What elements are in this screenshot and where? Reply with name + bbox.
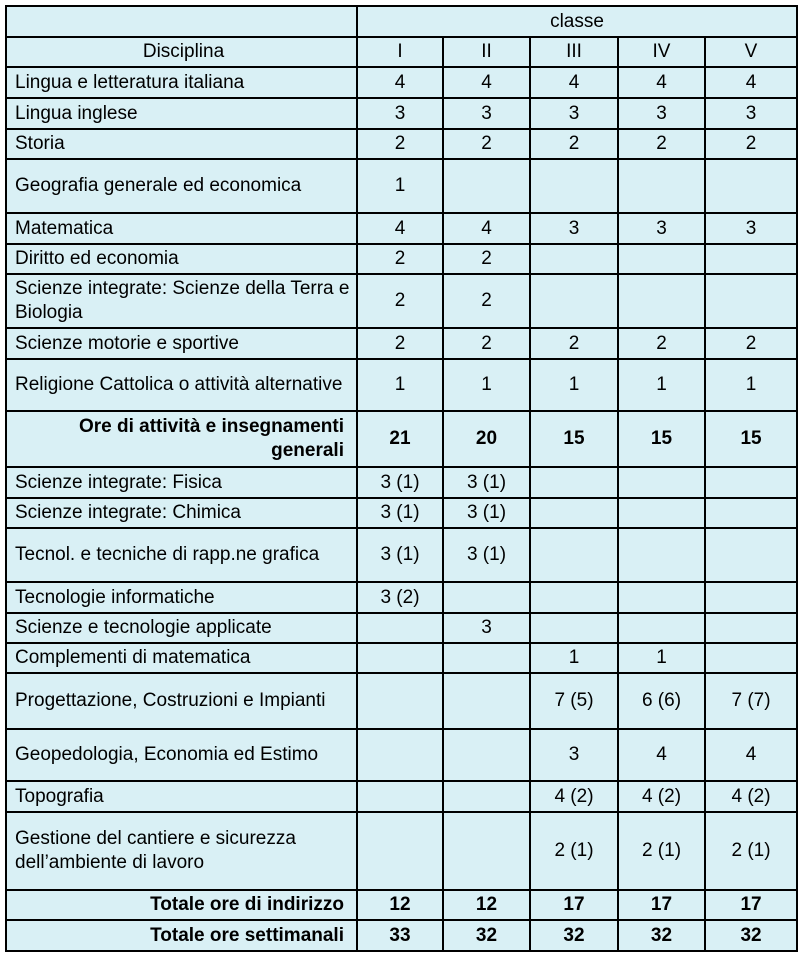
subject-name: Storia xyxy=(6,129,357,159)
hours-cell: 2 xyxy=(443,328,530,359)
hours-cell: 3 xyxy=(705,98,797,129)
class-header: III xyxy=(530,37,618,67)
hours-cell xyxy=(530,582,618,613)
hours-cell: 3 xyxy=(618,98,705,129)
hours-cell xyxy=(443,729,530,781)
hours-cell: 2 xyxy=(443,244,530,274)
group-header-row xyxy=(6,6,797,37)
total-hours-cell: 17 xyxy=(618,890,705,920)
empty-corner-cell xyxy=(6,6,357,37)
hours-cell: 2 xyxy=(705,328,797,359)
hours-cell xyxy=(357,729,443,781)
hours-cell: 3 xyxy=(443,98,530,129)
total-hours-cell: 15 xyxy=(618,411,705,467)
subject-name: Scienze e tecnologie applicate xyxy=(6,613,357,643)
total-hours-cell: 12 xyxy=(443,890,530,920)
table-row xyxy=(6,129,797,159)
hours-cell: 2 (1) xyxy=(618,812,705,890)
table-row xyxy=(6,359,797,411)
hours-cell: 4 (2) xyxy=(705,781,797,812)
hours-cell: 7 (7) xyxy=(705,673,797,729)
hours-cell: 4 xyxy=(705,67,797,98)
hours-cell: 3 (1) xyxy=(357,467,443,498)
hours-cell: 2 xyxy=(357,328,443,359)
hours-cell: 2 xyxy=(530,328,618,359)
total-hours-cell: 32 xyxy=(618,920,705,951)
table-row xyxy=(6,613,797,643)
hours-cell xyxy=(618,467,705,498)
hours-cell: 2 xyxy=(357,129,443,159)
subject-name: Diritto ed economia xyxy=(6,244,357,274)
subject-rows xyxy=(6,67,797,951)
total-hours-cell: 33 xyxy=(357,920,443,951)
table-row xyxy=(6,673,797,729)
hours-cell xyxy=(618,582,705,613)
table-row xyxy=(6,528,797,582)
hours-cell: 1 xyxy=(357,159,443,213)
hours-cell xyxy=(357,781,443,812)
total-hours-cell: 32 xyxy=(530,920,618,951)
table-row xyxy=(6,812,797,890)
total-hours-cell: 17 xyxy=(530,890,618,920)
hours-cell: 3 (1) xyxy=(357,528,443,582)
total-hours-cell: 32 xyxy=(705,920,797,951)
table-row xyxy=(6,328,797,359)
hours-cell xyxy=(618,528,705,582)
hours-cell xyxy=(530,159,618,213)
hours-cell: 2 (1) xyxy=(705,812,797,890)
class-header: I xyxy=(357,37,443,67)
hours-cell: 3 xyxy=(443,613,530,643)
hours-cell: 2 xyxy=(357,244,443,274)
hours-cell: 1 xyxy=(443,359,530,411)
hours-cell xyxy=(443,159,530,213)
hours-cell: 7 (5) xyxy=(530,673,618,729)
table-row xyxy=(6,274,797,328)
subject-name: Matematica xyxy=(6,213,357,244)
hours-cell: 4 xyxy=(357,213,443,244)
hours-cell: 6 (6) xyxy=(618,673,705,729)
hours-cell: 2 xyxy=(443,274,530,328)
hours-cell: 3 xyxy=(357,98,443,129)
table-row xyxy=(6,643,797,673)
hours-cell: 3 (1) xyxy=(443,467,530,498)
hours-cell: 3 (1) xyxy=(357,498,443,528)
table-row xyxy=(6,67,797,98)
hours-cell: 3 xyxy=(618,213,705,244)
hours-cell: 2 xyxy=(618,328,705,359)
hours-cell xyxy=(357,643,443,673)
timetable-container xyxy=(5,5,798,952)
class-header: IV xyxy=(618,37,705,67)
hours-cell: 2 xyxy=(357,274,443,328)
hours-cell: 4 xyxy=(443,213,530,244)
hours-cell: 4 xyxy=(705,729,797,781)
hours-cell xyxy=(530,467,618,498)
hours-cell: 3 (1) xyxy=(443,528,530,582)
hours-cell: 2 xyxy=(530,129,618,159)
hours-cell xyxy=(357,812,443,890)
subject-name: Gestione del cantiere e sicurezza dell’ambiente di lavoro xyxy=(6,812,357,890)
table-row xyxy=(6,781,797,812)
table-row xyxy=(6,582,797,613)
hours-cell xyxy=(618,159,705,213)
class-header: II xyxy=(443,37,530,67)
subject-name: Scienze motorie e sportive xyxy=(6,328,357,359)
subject-name: Tecnol. e tecniche di rapp.ne grafica xyxy=(6,528,357,582)
subject-name: Lingua e letteratura italiana xyxy=(6,67,357,98)
hours-cell xyxy=(443,673,530,729)
hours-cell xyxy=(705,467,797,498)
hours-cell: 3 xyxy=(530,98,618,129)
total-hours-cell: 21 xyxy=(357,411,443,467)
column-header-row xyxy=(6,37,797,67)
subject-name: Tecnologie informatiche xyxy=(6,582,357,613)
weekly-hours-table xyxy=(5,5,798,952)
total-hours-cell: 15 xyxy=(530,411,618,467)
total-row xyxy=(6,890,797,920)
hours-cell xyxy=(443,582,530,613)
total-label: Totale ore di indirizzo xyxy=(6,890,357,920)
hours-cell: 4 (2) xyxy=(530,781,618,812)
table-row xyxy=(6,467,797,498)
total-hours-cell: 32 xyxy=(443,920,530,951)
hours-cell: 1 xyxy=(357,359,443,411)
hours-cell xyxy=(705,244,797,274)
hours-cell: 3 xyxy=(530,729,618,781)
hours-cell xyxy=(530,528,618,582)
hours-cell: 1 xyxy=(618,359,705,411)
hours-cell: 4 xyxy=(618,67,705,98)
hours-cell: 4 xyxy=(530,67,618,98)
subject-name: Geografia generale ed economica xyxy=(6,159,357,213)
table-row xyxy=(6,498,797,528)
hours-cell xyxy=(357,613,443,643)
hours-cell xyxy=(618,244,705,274)
hours-cell: 2 xyxy=(705,129,797,159)
class-group-header: classe xyxy=(357,6,797,37)
hours-cell xyxy=(530,274,618,328)
subject-name: Topografia xyxy=(6,781,357,812)
hours-cell: 1 xyxy=(530,643,618,673)
hours-cell: 3 (2) xyxy=(357,582,443,613)
hours-cell xyxy=(705,159,797,213)
total-hours-cell: 20 xyxy=(443,411,530,467)
total-row xyxy=(6,411,797,467)
hours-cell: 4 xyxy=(618,729,705,781)
total-label: Totale ore settimanali xyxy=(6,920,357,951)
hours-cell xyxy=(705,274,797,328)
hours-cell xyxy=(530,613,618,643)
subject-name: Lingua inglese xyxy=(6,98,357,129)
subject-name: Scienze integrate: Fisica xyxy=(6,467,357,498)
hours-cell xyxy=(618,274,705,328)
hours-cell xyxy=(705,498,797,528)
subject-name: Scienze integrate: Scienze della Terra e Biologia xyxy=(6,274,357,328)
discipline-column-header: Disciplina xyxy=(6,37,357,67)
subject-name: Geopedologia, Economia ed Estimo xyxy=(6,729,357,781)
hours-cell: 4 xyxy=(357,67,443,98)
hours-cell xyxy=(705,613,797,643)
hours-cell: 2 xyxy=(618,129,705,159)
hours-cell: 1 xyxy=(705,359,797,411)
table-row xyxy=(6,213,797,244)
hours-cell: 3 (1) xyxy=(443,498,530,528)
table-row xyxy=(6,729,797,781)
total-label: Ore di attività e insegnamenti generali xyxy=(6,411,357,467)
subject-name: Scienze integrate: Chimica xyxy=(6,498,357,528)
hours-cell xyxy=(443,781,530,812)
class-header: V xyxy=(705,37,797,67)
hours-cell xyxy=(705,643,797,673)
hours-cell xyxy=(443,643,530,673)
subject-name: Complementi di matematica xyxy=(6,643,357,673)
hours-cell: 1 xyxy=(530,359,618,411)
hours-cell xyxy=(530,244,618,274)
subject-name: Progettazione, Costruzioni e Impianti xyxy=(6,673,357,729)
hours-cell: 4 (2) xyxy=(618,781,705,812)
hours-cell xyxy=(530,498,618,528)
table-row xyxy=(6,159,797,213)
hours-cell xyxy=(357,673,443,729)
hours-cell xyxy=(705,582,797,613)
table-row xyxy=(6,244,797,274)
hours-cell: 2 xyxy=(443,129,530,159)
total-row xyxy=(6,920,797,951)
hours-cell xyxy=(443,812,530,890)
hours-cell: 4 xyxy=(443,67,530,98)
hours-cell xyxy=(705,528,797,582)
hours-cell: 1 xyxy=(618,643,705,673)
total-hours-cell: 15 xyxy=(705,411,797,467)
total-hours-cell: 12 xyxy=(357,890,443,920)
hours-cell: 3 xyxy=(705,213,797,244)
hours-cell: 3 xyxy=(530,213,618,244)
total-hours-cell: 17 xyxy=(705,890,797,920)
hours-cell xyxy=(618,498,705,528)
subject-name: Religione Cattolica o attività alternative xyxy=(6,359,357,411)
table-row xyxy=(6,98,797,129)
hours-cell xyxy=(618,613,705,643)
hours-cell: 2 (1) xyxy=(530,812,618,890)
